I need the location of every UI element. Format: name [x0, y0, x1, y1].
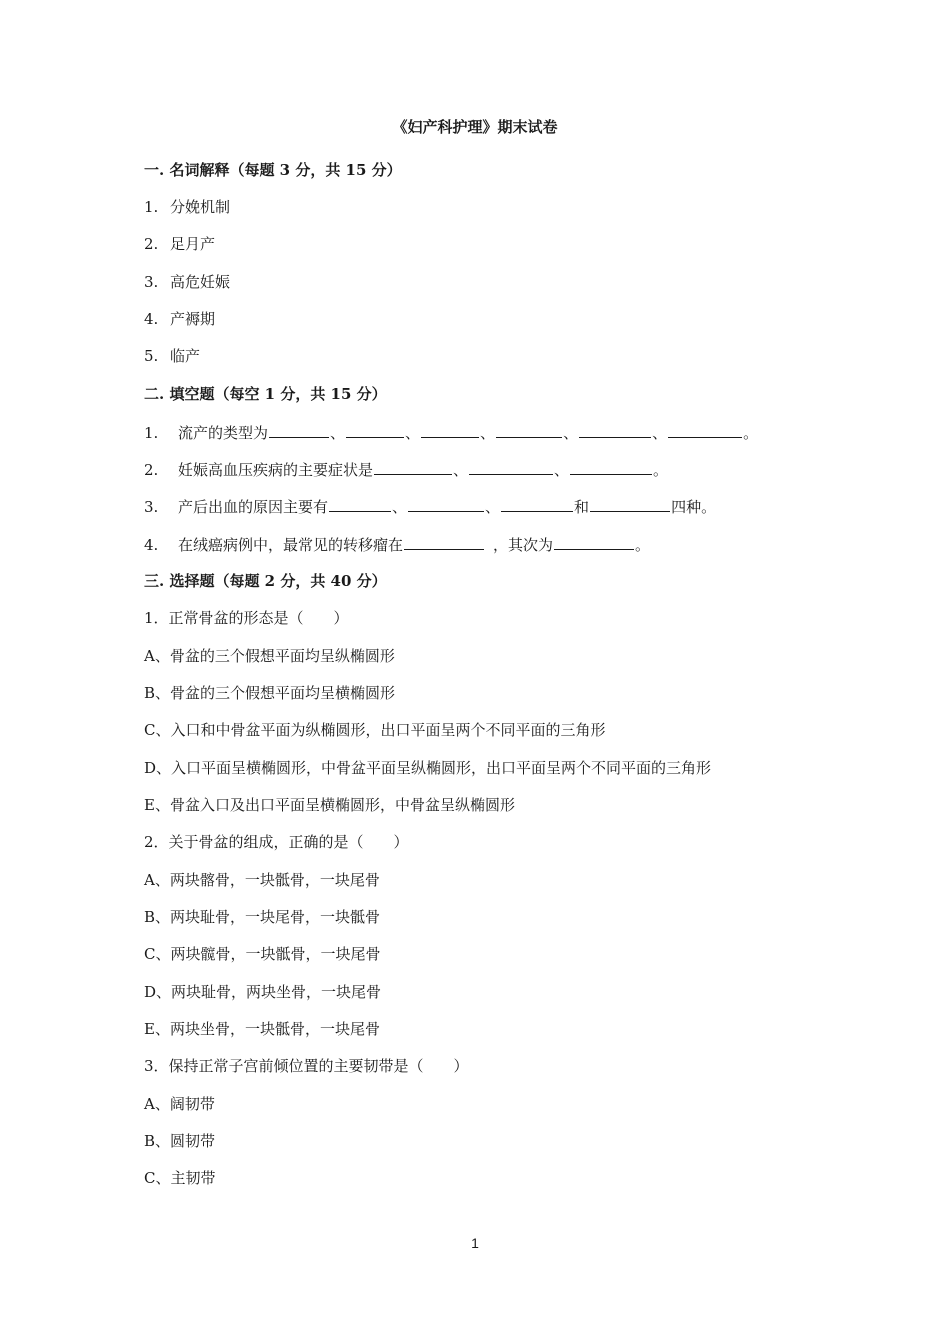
question-number: 2. [144, 461, 159, 479]
answer-option[interactable]: B、骨盆的三个假想平面均呈横椭圆形 [144, 684, 396, 702]
separator: 、 [563, 424, 579, 442]
separator: 、 [652, 424, 668, 442]
separator: 、 [554, 461, 570, 479]
item-text: 高危妊娠 [170, 273, 231, 291]
answer-blank[interactable] [570, 459, 652, 475]
question-stem: 3．保持正常子宫前倾位置的主要韧带是（ ） [144, 1057, 469, 1075]
terminator: 。 [653, 461, 669, 479]
question-text: 在绒癌病例中，最常见的转移瘤在 [178, 536, 404, 554]
item-number: 5. [144, 347, 159, 365]
list-item [144, 309, 215, 329]
section-heading-multiple-choice: 三. 选择题（每题 2 分，共 40 分） [144, 572, 387, 590]
middle-text: ，其次为 [493, 536, 554, 554]
item-number: 3. [144, 273, 159, 291]
answer-blank[interactable] [469, 459, 553, 475]
list-item [144, 272, 230, 292]
question-stem: 1．正常骨盆的形态是（ ） [144, 609, 349, 627]
item-text: 临产 [170, 347, 201, 365]
question-number: 3. [144, 498, 159, 516]
fill-question-4 [144, 534, 650, 555]
terminator: 四种。 [671, 498, 717, 516]
separator: 、 [330, 424, 346, 442]
answer-option[interactable]: C、两块髋骨，一块骶骨，一块尾骨 [144, 945, 381, 963]
question-number: 4. [144, 536, 159, 554]
fill-question-1 [144, 422, 758, 443]
item-text: 产褥期 [170, 310, 216, 328]
answer-option[interactable]: A、阔韧带 [144, 1095, 215, 1113]
item-number: 4. [144, 310, 159, 328]
page-title: 《妇产科护理》期末试卷 [392, 118, 558, 136]
item-text: 足月产 [170, 235, 216, 253]
terminator: 。 [743, 424, 759, 442]
answer-blank[interactable] [668, 422, 742, 438]
answer-option[interactable]: C、入口和中骨盆平面为纵椭圆形，出口平面呈两个不同平面的三角形 [144, 721, 606, 739]
separator: 、 [480, 424, 496, 442]
answer-option[interactable]: D、入口平面呈横椭圆形，中骨盆平面呈纵椭圆形，出口平面呈两个不同平面的三角形 [144, 759, 712, 777]
separator: 、 [453, 461, 469, 479]
question-text: 流产的类型为 [178, 424, 269, 442]
question-text: 妊娠高血压疾病的主要症状是 [178, 461, 374, 479]
answer-blank[interactable] [501, 496, 573, 512]
answer-blank[interactable] [269, 422, 329, 438]
item-number: 2. [144, 235, 159, 253]
list-item [144, 197, 230, 217]
answer-blank[interactable] [590, 496, 670, 512]
fill-question-3 [144, 496, 716, 517]
answer-option[interactable]: B、两块耻骨，一块尾骨，一块骶骨 [144, 908, 381, 926]
answer-blank[interactable] [346, 422, 404, 438]
separator: 、 [485, 498, 501, 516]
answer-option[interactable]: D、两块耻骨，两块坐骨，一块尾骨 [144, 983, 382, 1001]
separator: 、 [392, 498, 408, 516]
item-number: 1. [144, 198, 159, 216]
question-text: 产后出血的原因主要有 [178, 498, 329, 516]
question-stem: 2．关于骨盆的组成，正确的是（ ） [144, 833, 409, 851]
conjunction: 和 [574, 498, 590, 516]
section-heading-fill-in: 二. 填空题（每空 1 分，共 15 分） [144, 385, 387, 403]
answer-blank[interactable] [329, 496, 391, 512]
list-item [144, 234, 215, 254]
answer-blank[interactable] [421, 422, 479, 438]
answer-option[interactable]: A、两块髂骨，一块骶骨，一块尾骨 [144, 871, 380, 889]
answer-blank[interactable] [579, 422, 651, 438]
answer-option[interactable]: B、圆韧带 [144, 1132, 216, 1150]
answer-option[interactable]: E、骨盆入口及出口平面呈横椭圆形，中骨盆呈纵椭圆形 [144, 796, 515, 814]
answer-blank[interactable] [374, 459, 452, 475]
answer-blank[interactable] [496, 422, 562, 438]
section-heading-definitions: 一. 名词解释（每题 3 分，共 15 分） [144, 161, 402, 179]
answer-option[interactable]: E、两块坐骨，一块骶骨，一块尾骨 [144, 1020, 380, 1038]
answer-blank[interactable] [408, 496, 484, 512]
answer-option[interactable]: C、主韧带 [144, 1169, 216, 1187]
question-number: 1. [144, 424, 159, 442]
item-text: 分娩机制 [170, 198, 231, 216]
answer-option[interactable]: A、骨盆的三个假想平面均呈纵椭圆形 [144, 647, 395, 665]
answer-blank[interactable] [404, 534, 484, 550]
terminator: 。 [635, 536, 651, 554]
page-number: 1 [471, 1235, 479, 1251]
answer-blank[interactable] [554, 534, 634, 550]
list-item [144, 346, 200, 366]
fill-question-2 [144, 459, 668, 480]
separator: 、 [405, 424, 421, 442]
